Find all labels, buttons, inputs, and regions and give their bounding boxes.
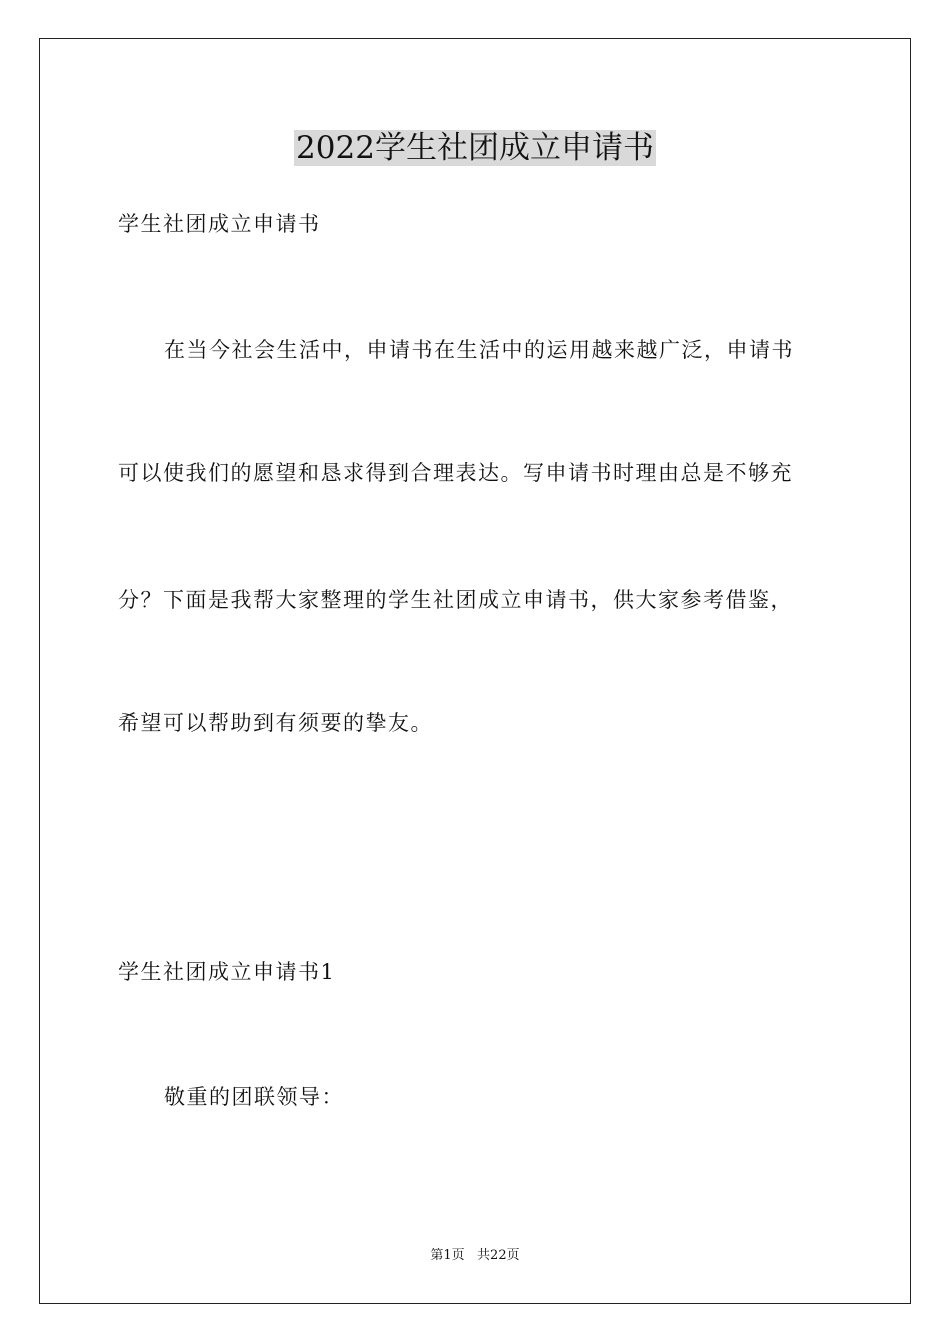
paragraph-line-3: 分？下面是我帮大家整理的学生社团成立申请书，供大家参考借鉴， xyxy=(118,588,793,612)
section-heading: 学生社团成立申请书1 xyxy=(118,960,336,984)
page-footer: 第1页 共22页 xyxy=(430,1248,520,1263)
salutation: 敬重的团联领导： xyxy=(164,1085,344,1109)
document-subtitle: 学生社团成立申请书 xyxy=(118,212,321,236)
document-title-text: 2022学生社团成立申请书 xyxy=(296,130,654,166)
paragraph-line-4: 希望可以帮助到有须要的挚友。 xyxy=(118,711,433,735)
paragraph-line-1: 在当今社会生活中，申请书在生活中的运用越来越广泛，申请书 xyxy=(164,338,794,362)
paragraph-line-2: 可以使我们的愿望和恳求得到合理表达。写申请书时理由总是不够充 xyxy=(118,461,793,485)
document-title xyxy=(0,128,950,168)
